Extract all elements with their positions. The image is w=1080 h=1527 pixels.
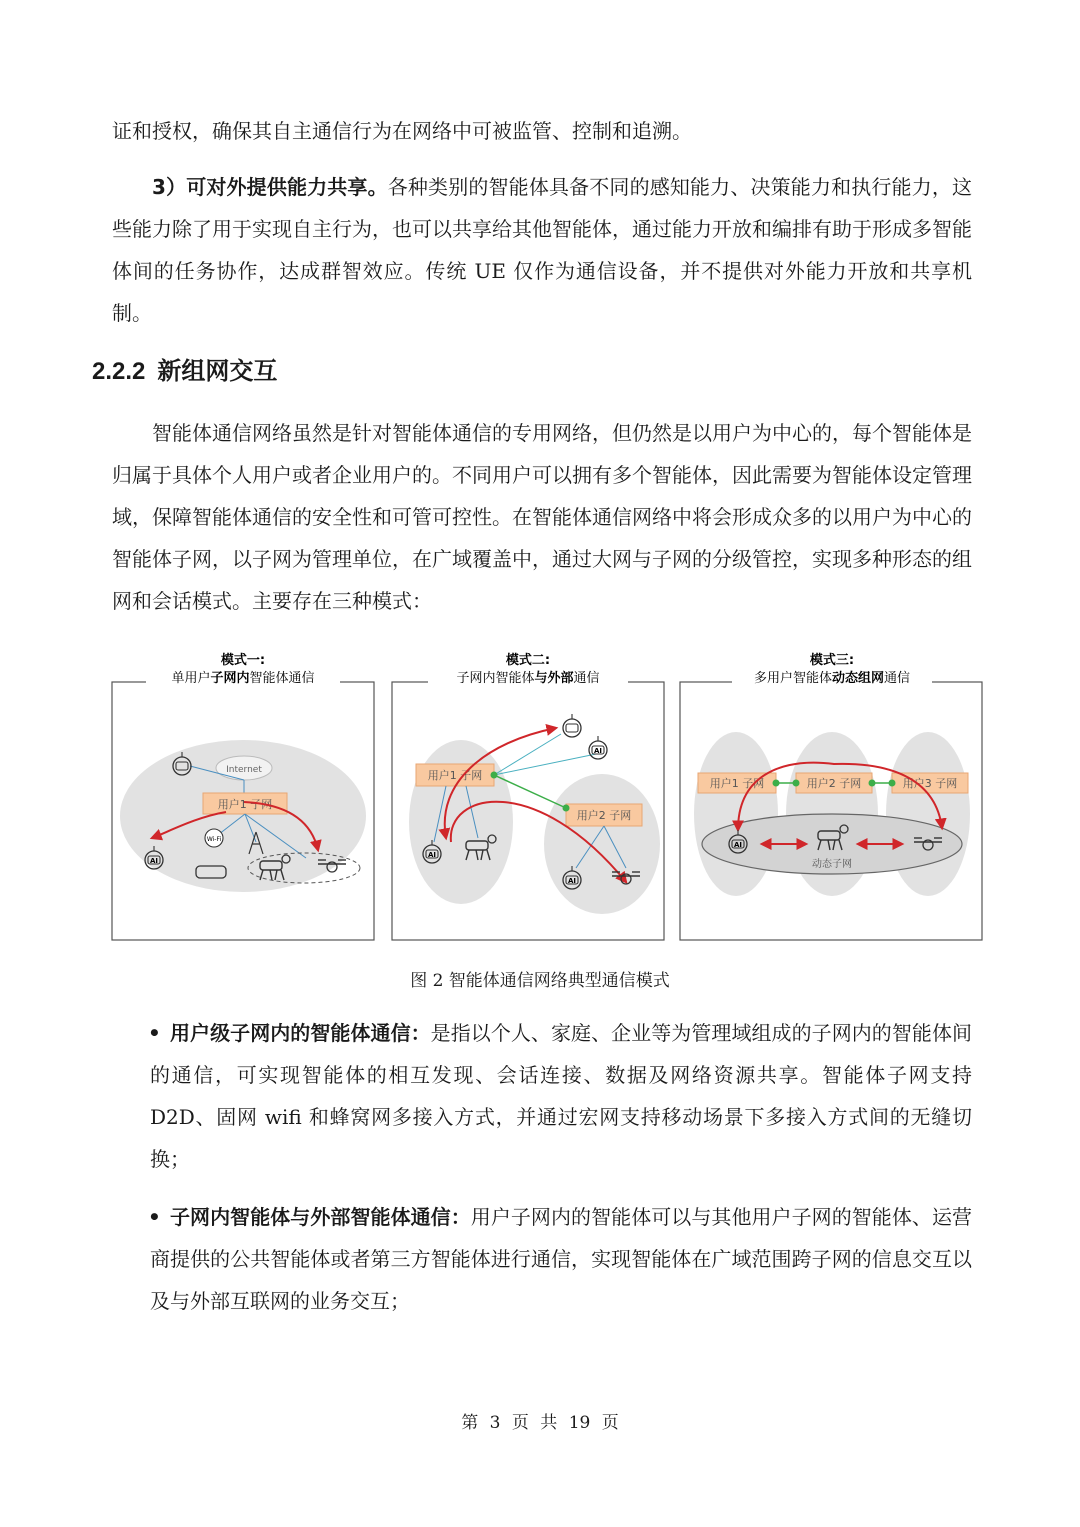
bullet-body: 是指以个人、家庭、企业等为管理域组成的子网内的智能体间的通信，可实现智能体的相互发现、会话连接、数据及网络资源共享。智能体子网支持 D2D、固网 wifi 和蜂窝网多接入方式，并通过宏网支持移动场景下多接入方式间的无缝切换； [150,1021,973,1171]
ai-label: AI [733,841,743,849]
bullet-lead: 子网内智能体与外部智能体通信： [170,1205,471,1229]
paragraph-capability-sharing [112,166,972,334]
bullet-dot: • [148,1021,161,1045]
dynamic-subnet-label: 动态子网 [812,859,852,870]
paragraph-networking: 智能体通信网络虽然是针对智能体通信的专用网络，但仍然是以用户为中心的，每个智能体是归属于具体个人用户或者企业用户的。不同用户可以拥有多个智能体，因此需要为智能体设定管理域，保障智能体通信的安全性和可管可控性。在智能体通信网络中将会形成众多的以用户为中心的智能体子网，以子网为管理单位，在广域覆盖中，通过大网与子网的分级管控，实现多种形态的组网和会话模式。主要存在三种模式： [112,421,972,613]
figure-diagram [106,642,986,947]
bullet-lead: 用户级子网内的智能体通信： [170,1021,431,1045]
subnet-bubble-user1 [694,732,778,896]
panel-title: 多用户智能体动态组网通信 [753,671,911,686]
paragraph-continued: 证和授权，确保其自主通信行为在网络中可被监管、控制和追溯。 [112,119,692,143]
subnet-label-user2: 用户2 子网 [806,777,862,790]
section-title: 新组网交互 [157,358,278,385]
panel-mode-three [680,652,982,940]
panel-mode-one [112,652,374,940]
subnet-label-user3: 用户3 子网 [902,777,958,790]
subnet-label: 用户1 子网 [217,798,273,811]
panel-title: 单用户子网内智能体通信 [171,671,315,686]
internet-label: Internet [226,765,262,775]
panel-mode-label: 模式一: [220,653,266,668]
bullet-item-external-communication [150,1196,972,1322]
page-footer: 第 3 页 共 19 页 [461,1413,619,1433]
paragraph-lead: 3）可对外提供能力共享。 [152,175,388,199]
robot-icon [563,714,581,737]
subnet-label-user2: 用户2 子网 [576,809,632,822]
subnet-label-user1: 用户1 子网 [427,769,483,782]
wifi-label: Wi-Fi [206,836,222,843]
ai-label: AI [427,851,437,859]
ai-label: AI [567,877,577,885]
bullet-dot: • [148,1205,161,1229]
subnet-bubble-user2 [544,774,660,914]
ai-label: AI [593,747,603,755]
section-number: 2.2.2 [92,358,146,385]
bullet-body: 用户子网内的智能体可以与其他用户子网的智能体、运营商提供的公共智能体或者第三方智能体进行通信，实现智能体在广域范围跨子网的信息交互以及与外部互联网的业务交互； [150,1205,973,1313]
panel-mode-label: 模式二: [505,653,551,668]
panel-title: 子网内智能体与外部通信 [456,671,600,686]
figure-caption: 图 2 智能体通信网络典型通信模式 [410,971,670,991]
panel-mode-label: 模式三: [809,653,855,668]
panel-mode-two [392,652,664,940]
section-heading [92,352,277,392]
ai-label: AI [149,857,159,865]
subnet-bubble-user3 [886,732,970,896]
figure-communication-modes [106,642,986,947]
paragraph-body: 各种类别的智能体具备不同的感知能力、决策能力和执行能力，这些能力除了用于实现自主行为，也可以共享给其他智能体，通过能力开放和编排有助于形成多智能体间的任务协作，达成群智效应。传统 UE 仅作为通信设备，并不提供对外能力开放和共享机制。 [112,175,973,325]
subnet-label-user1: 用户1 子网 [709,777,765,790]
bullet-item-subnet-communication [150,1012,972,1180]
